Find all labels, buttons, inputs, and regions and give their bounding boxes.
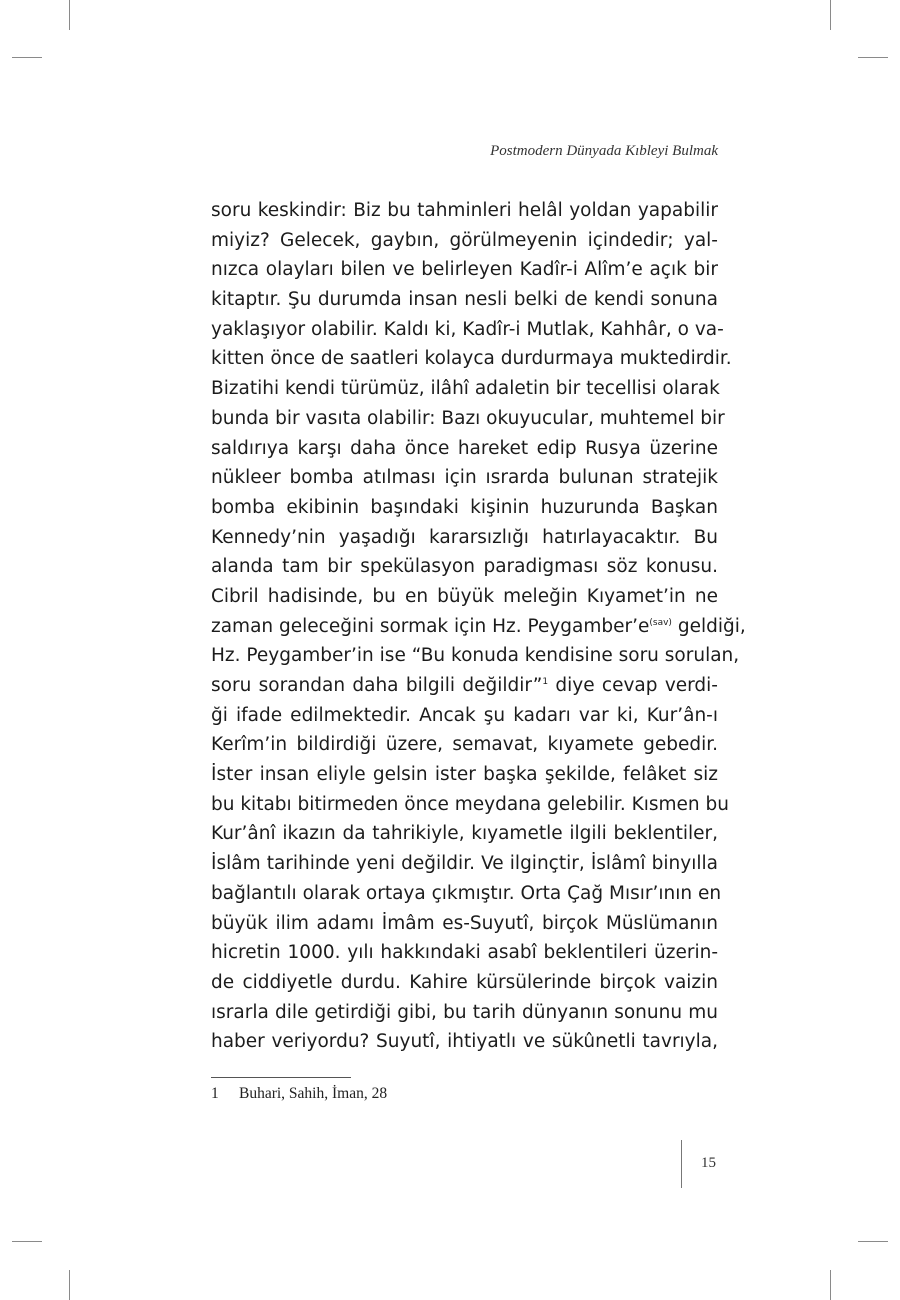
text-line: yaklaşıyor olabilir. Kaldı ki, Kadîr-i Mutlak, Kahhâr, o va-: [211, 318, 724, 340]
text-line: saldırıya karşı daha önce hareket edip Rusya üzerine: [211, 437, 718, 459]
text-line: bomba ekibinin başındaki kişinin huzurunda Başkan: [211, 496, 718, 518]
text-line: Cibril hadisinde, bu en büyük meleğin Kıyamet’in ne: [211, 585, 718, 607]
text-line: alanda tam bir spekülasyon paradigması söz konusu.: [211, 556, 718, 578]
page-number: 15: [701, 1155, 716, 1171]
text-line: İslâm tarihinde yeni değildir. Ve ilginçtir, İslâmî binyılla: [211, 853, 718, 875]
footnote-rule: [211, 1077, 351, 1078]
text-line: bağlantılı olarak ortaya çıkmıştır. Orta Çağ Mısır’ının en: [211, 882, 722, 904]
footnote: [211, 1085, 387, 1103]
crop-mark: [12, 57, 42, 58]
page-number-rule: [681, 1140, 682, 1188]
text-line: zaman geleceğini sormak için Hz. Peygamber’e$^{(sav)}$ geldiği,: [211, 615, 746, 637]
crop-mark: [69, 0, 70, 30]
text-line: Kennedy’nin yaşadığı kararsızlığı hatırlayacaktır. Bu: [211, 526, 718, 548]
text-line: soru keskindir: Biz bu tahminleri helâl yoldan yapabilir: [211, 200, 718, 221]
text-line: ği ifade edilmektedir. Ancak şu kadarı var ki, Kur’ân-ı: [211, 704, 718, 726]
running-head: Postmodern Dünyada Kıbleyi Bulmak: [490, 143, 718, 159]
text-line: büyük ilim adamı İmâm es-Suyutî, birçok Müslümanın: [211, 912, 718, 934]
crop-mark: [830, 1270, 831, 1300]
text-line: bunda bir vasıta olabilir: Bazı okuyucular, muhtemel bir: [211, 407, 725, 429]
footnote-number: 1: [211, 1085, 219, 1102]
text-line: miyiz? Gelecek, gaybın, görülmeyenin içindedir; yal-: [211, 229, 718, 251]
text-line: Bizatihi kendi türümüz, ilâhî adaletin bir tecellisi olarak: [211, 378, 720, 400]
text-line: de ciddiyetle durdu. Kahire kürsülerinde birçok vaizin: [211, 971, 718, 993]
text-line: haber veriyordu? Suyutî, ihtiyatlı ve sükûnetli tavrıyla,: [211, 1031, 718, 1053]
crop-mark: [69, 1270, 70, 1300]
text-line: Kur’ânî ikazın da tahrikiyle, kıyametle ilgili beklentiler,: [211, 823, 718, 845]
text-line: İster insan eliyle gelsin ister başka şekilde, felâket siz: [211, 764, 718, 786]
body-text: [211, 196, 746, 1057]
text-line: bu kitabı bitirmeden önce meydana gelebilir. Kısmen bu: [211, 793, 729, 815]
text-line: Hz. Peygamber’in ise “Bu konuda kendisine soru sorulan,: [211, 645, 740, 667]
text-line: nızca olayları bilen ve belirleyen Kadîr-i Alîm’e açık bir: [211, 259, 718, 281]
text-line: nükleer bomba atılması için ısrarda bulunan stratejik: [211, 467, 718, 489]
text-line: hicretin 1000. yılı hakkındaki asabî beklentileri üzerin-: [211, 942, 718, 964]
text-line: ısrarla dile getirdiği gibi, bu tarih dünyanın sonunu mu: [211, 1001, 718, 1023]
text-line: kitten önce de saatleri kolayca durdurmaya muktedirdir.: [211, 348, 732, 370]
text-line: kitaptır. Şu durumda insan nesli belki de kendi sonuna: [211, 289, 718, 311]
crop-mark: [830, 0, 831, 30]
crop-mark: [858, 1241, 888, 1242]
crop-mark: [858, 57, 888, 58]
footnote-reference: 1: [542, 677, 549, 687]
text-line: Kerîm’in bildirdiği üzere, semavat, kıyamete gebedir.: [211, 734, 718, 756]
footnote-text: Buhari, Sahih, İman, 28: [239, 1085, 388, 1102]
crop-mark: [12, 1241, 42, 1242]
honorific-superscript: (sav): [649, 617, 672, 628]
text-line: soru sorandan daha bilgili değildir”$^1$ diye cevap verdi-: [211, 675, 718, 696]
